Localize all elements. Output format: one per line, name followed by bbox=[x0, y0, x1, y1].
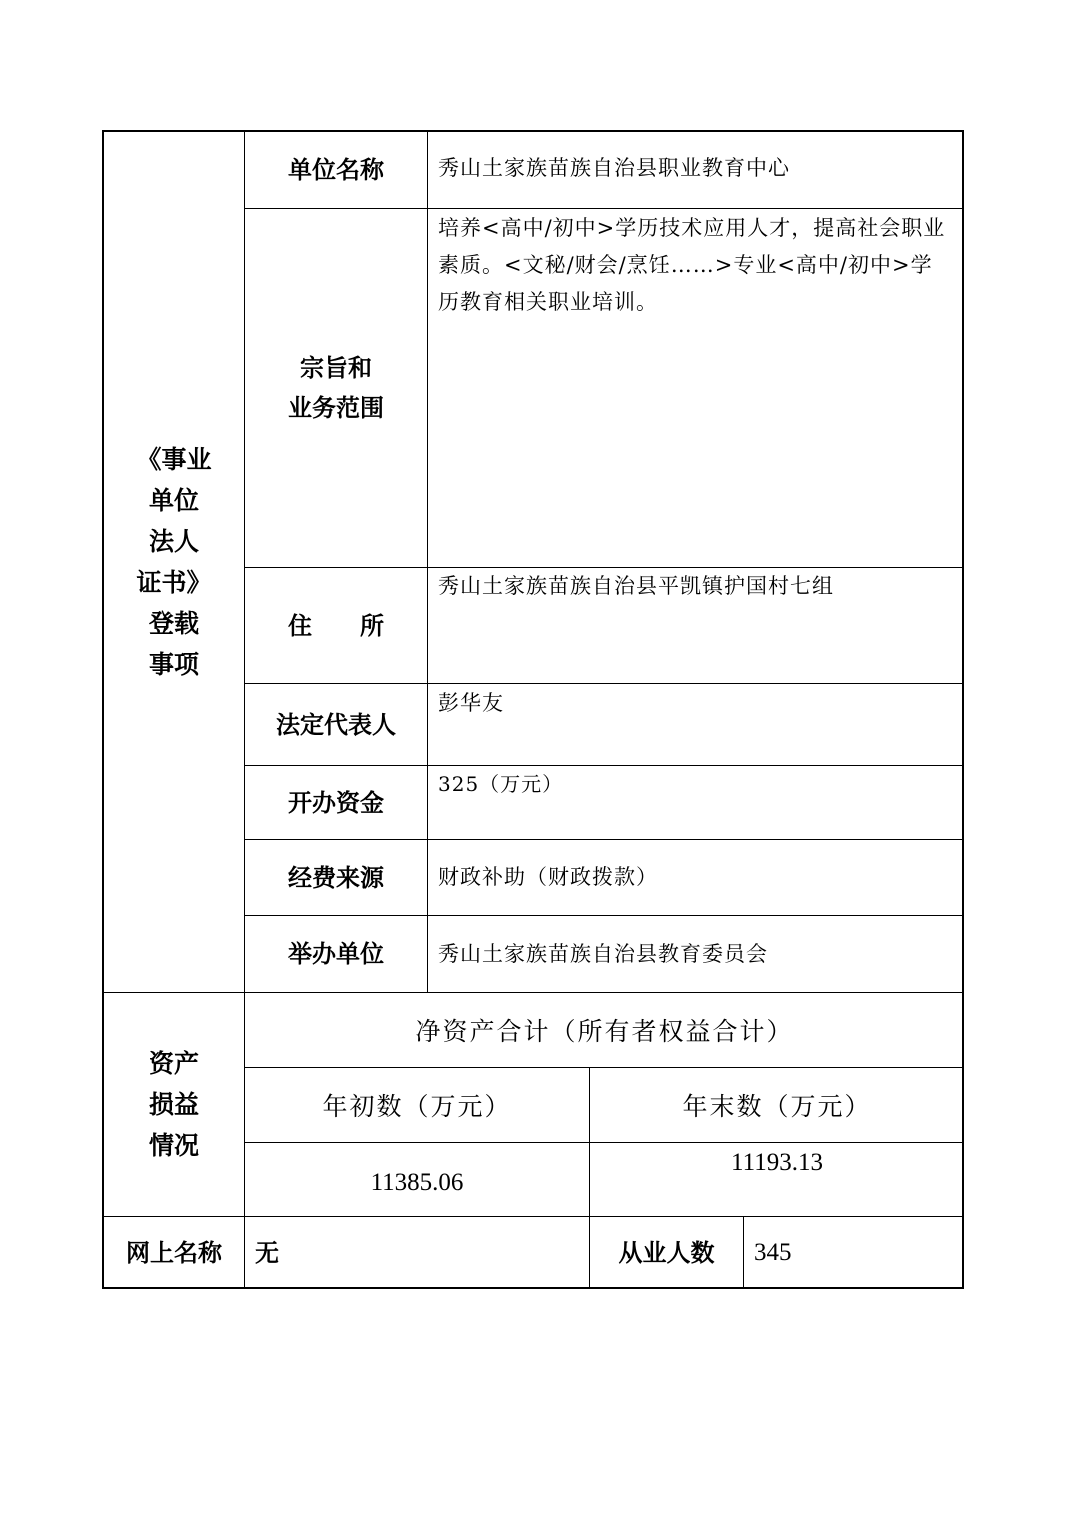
address-label: 住 所 bbox=[288, 610, 384, 640]
assets-begin-label: 年初数（万元） bbox=[322, 1092, 512, 1121]
sponsor-label: 举办单位 bbox=[288, 939, 384, 968]
assets-end-label: 年末数（万元） bbox=[682, 1092, 872, 1121]
staff-label: 从业人数 bbox=[618, 1238, 715, 1267]
funding-value: 财政补助（财政拨款） bbox=[438, 865, 658, 889]
registration-table bbox=[102, 130, 964, 1289]
capital-value: 325（万元） bbox=[438, 772, 564, 796]
section-cert-label: 《事业 单位 法人 证书》 登载 事项 bbox=[136, 445, 212, 679]
section-assets-cell bbox=[104, 993, 244, 1216]
legal-rep-label: 法定代表人 bbox=[276, 709, 396, 739]
unit-name-value: 秀山土家族苗族自治县职业教育中心 bbox=[438, 156, 790, 180]
assets-end-value: 11193.13 bbox=[731, 1149, 823, 1176]
funding-label: 经费来源 bbox=[288, 862, 384, 892]
section-cert-cell bbox=[104, 132, 244, 992]
assets-header: 净资产合计（所有者权益合计） bbox=[415, 1017, 794, 1046]
sponsor-value: 秀山土家族苗族自治县教育委员会 bbox=[438, 942, 768, 966]
address-value: 秀山土家族苗族自治县平凯镇护国村七组 bbox=[438, 574, 834, 598]
capital-label: 开办资金 bbox=[288, 787, 384, 817]
section-assets-label: 资产 损益 情况 bbox=[148, 1049, 199, 1160]
unit-name-label: 单位名称 bbox=[288, 155, 384, 184]
legal-rep-value: 彭华友 bbox=[438, 691, 504, 715]
assets-begin-value: 11385.06 bbox=[370, 1169, 464, 1196]
purpose-label: 宗旨和 业务范围 bbox=[288, 353, 384, 422]
online-name-label: 网上名称 bbox=[126, 1238, 222, 1267]
staff-value: 345 bbox=[754, 1239, 792, 1266]
purpose-value: 培养<高中/初中>学历技术应用人才，提高社会职业素质。<文秘/财会/烹饪……>专业<高中/初中>学历教育相关职业培训。 bbox=[438, 216, 946, 314]
online-name-value: 无 bbox=[255, 1238, 279, 1267]
